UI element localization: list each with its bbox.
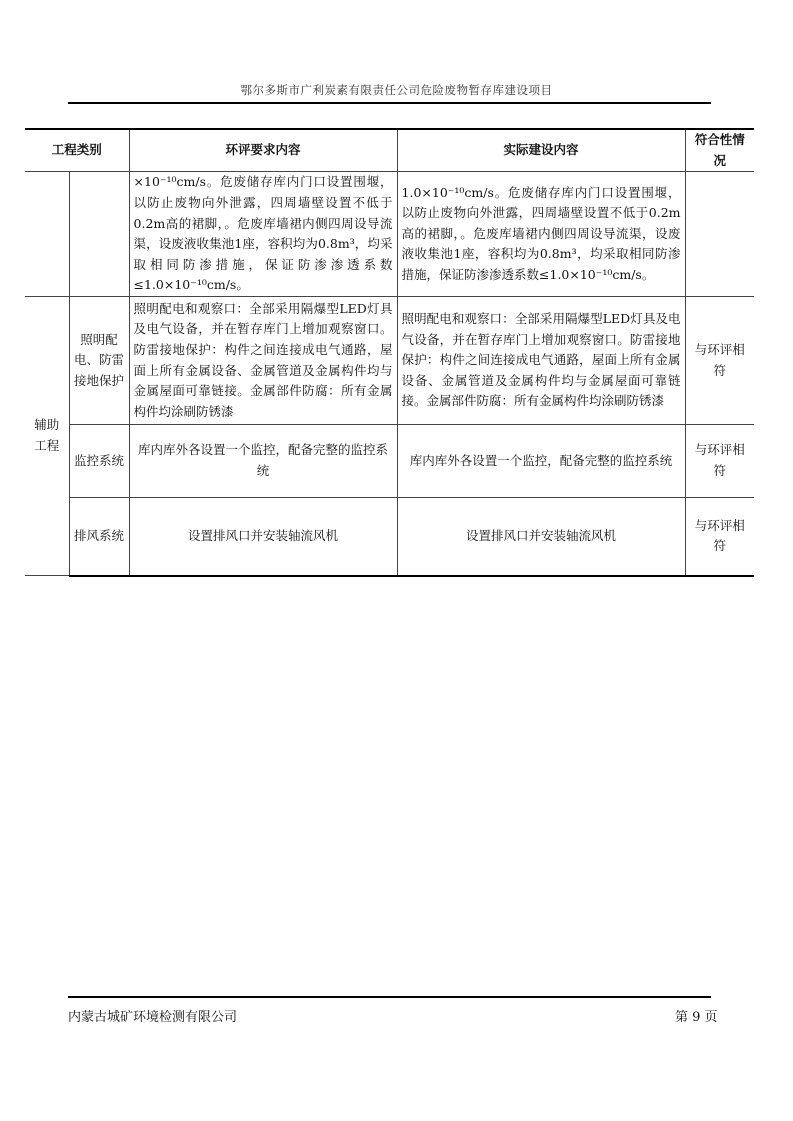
cell-actual-continued: 1.0×10⁻¹⁰cm/s。危废储存库内门口设置围堰，以防止废物向外泄露，四周墙壁设置不低于0.2m高的裙脚，。危废库墙裙内侧四周设导流渠，设废液收集池1座，容积均为0.8m³，均采取相同防渗措施，保证防渗渗透系数≤1.0×10⁻¹⁰cm/s。 bbox=[397, 172, 685, 297]
cell-requirement-continued: ×10⁻¹⁰cm/s。危废储存库内门口设置围堰，以防止废物向外泄露，四周墙壁设置不低于0.2m高的裙脚，。危废库墙裙内侧四周设导流渠，设废液收集池1座，容积均为0.8m³，均采取相同防渗措施，保证防渗渗透系数≤1.0×10⁻¹⁰cm/s。 bbox=[129, 172, 397, 297]
cell-status-ventilation: 与环评相符 bbox=[685, 498, 754, 576]
table-row-lighting bbox=[25, 297, 754, 425]
cell-req-lighting: 照明配电和观察口：全部采用隔爆型LED灯具及电气设备，并在暂存库门上增加观察窗口。防雷接地保护：构件之间连接成电气通路，屋面上所有金属设备、金属管道及金属构件均与金属屋面可靠链接。金属部件防腐：所有金属构件均涂刷防锈漆 bbox=[129, 297, 397, 425]
table-header-row bbox=[25, 129, 754, 172]
footer-company: 内蒙古城矿环境检测有限公司 bbox=[68, 1010, 238, 1025]
cell-actual-ventilation: 设置排风口并安装轴流风机 bbox=[397, 498, 685, 576]
cell-sub-lighting: 照明配电、防雷接地保护 bbox=[69, 297, 129, 425]
footer-page-number: 第 9 页 bbox=[675, 1010, 718, 1025]
table-row-ventilation bbox=[25, 498, 754, 576]
cell-status-lighting: 与环评相符 bbox=[685, 297, 754, 425]
col-header-requirement: 环评要求内容 bbox=[129, 129, 397, 172]
cell-actual-lighting: 照明配电和观察口：全部采用隔爆型LED灯具及电气设备，并在暂存库门上增加观察窗口。防雷接地保护：构件之间连接成电气通路，屋面上所有金属设备、金属管道及金属构件均与金属屋面可靠链接。金属部件防腐：所有金属构件均涂刷防锈漆 bbox=[397, 297, 685, 425]
cell-req-monitoring: 库内库外各设置一个监控，配备完整的监控系统 bbox=[129, 425, 397, 498]
cell-status-monitoring: 与环评相符 bbox=[685, 425, 754, 498]
page-header-title: 鄂尔多斯市广利炭素有限责任公司危险废物暂存库建设项目 bbox=[240, 83, 553, 97]
col-header-category: 工程类别 bbox=[25, 129, 129, 172]
cell-empty-group bbox=[25, 172, 69, 297]
cell-empty-sub bbox=[69, 172, 129, 297]
cell-sub-ventilation: 排风系统 bbox=[69, 498, 129, 576]
cell-actual-monitoring: 库内库外各设置一个监控，配备完整的监控系统 bbox=[397, 425, 685, 498]
cell-req-ventilation: 设置排风口并安装轴流风机 bbox=[129, 498, 397, 576]
footer-rule bbox=[68, 996, 711, 998]
cell-sub-monitoring: 监控系统 bbox=[69, 425, 129, 498]
header-rule bbox=[68, 102, 711, 104]
cell-empty-status bbox=[685, 172, 754, 297]
cell-group-auxiliary: 辅助 工程 bbox=[25, 297, 69, 576]
compliance-table bbox=[25, 128, 754, 577]
table-row-continued bbox=[25, 172, 754, 297]
col-header-compliance: 符合性情况 bbox=[685, 129, 754, 172]
col-header-actual: 实际建设内容 bbox=[397, 129, 685, 172]
table-row-monitoring bbox=[25, 425, 754, 498]
